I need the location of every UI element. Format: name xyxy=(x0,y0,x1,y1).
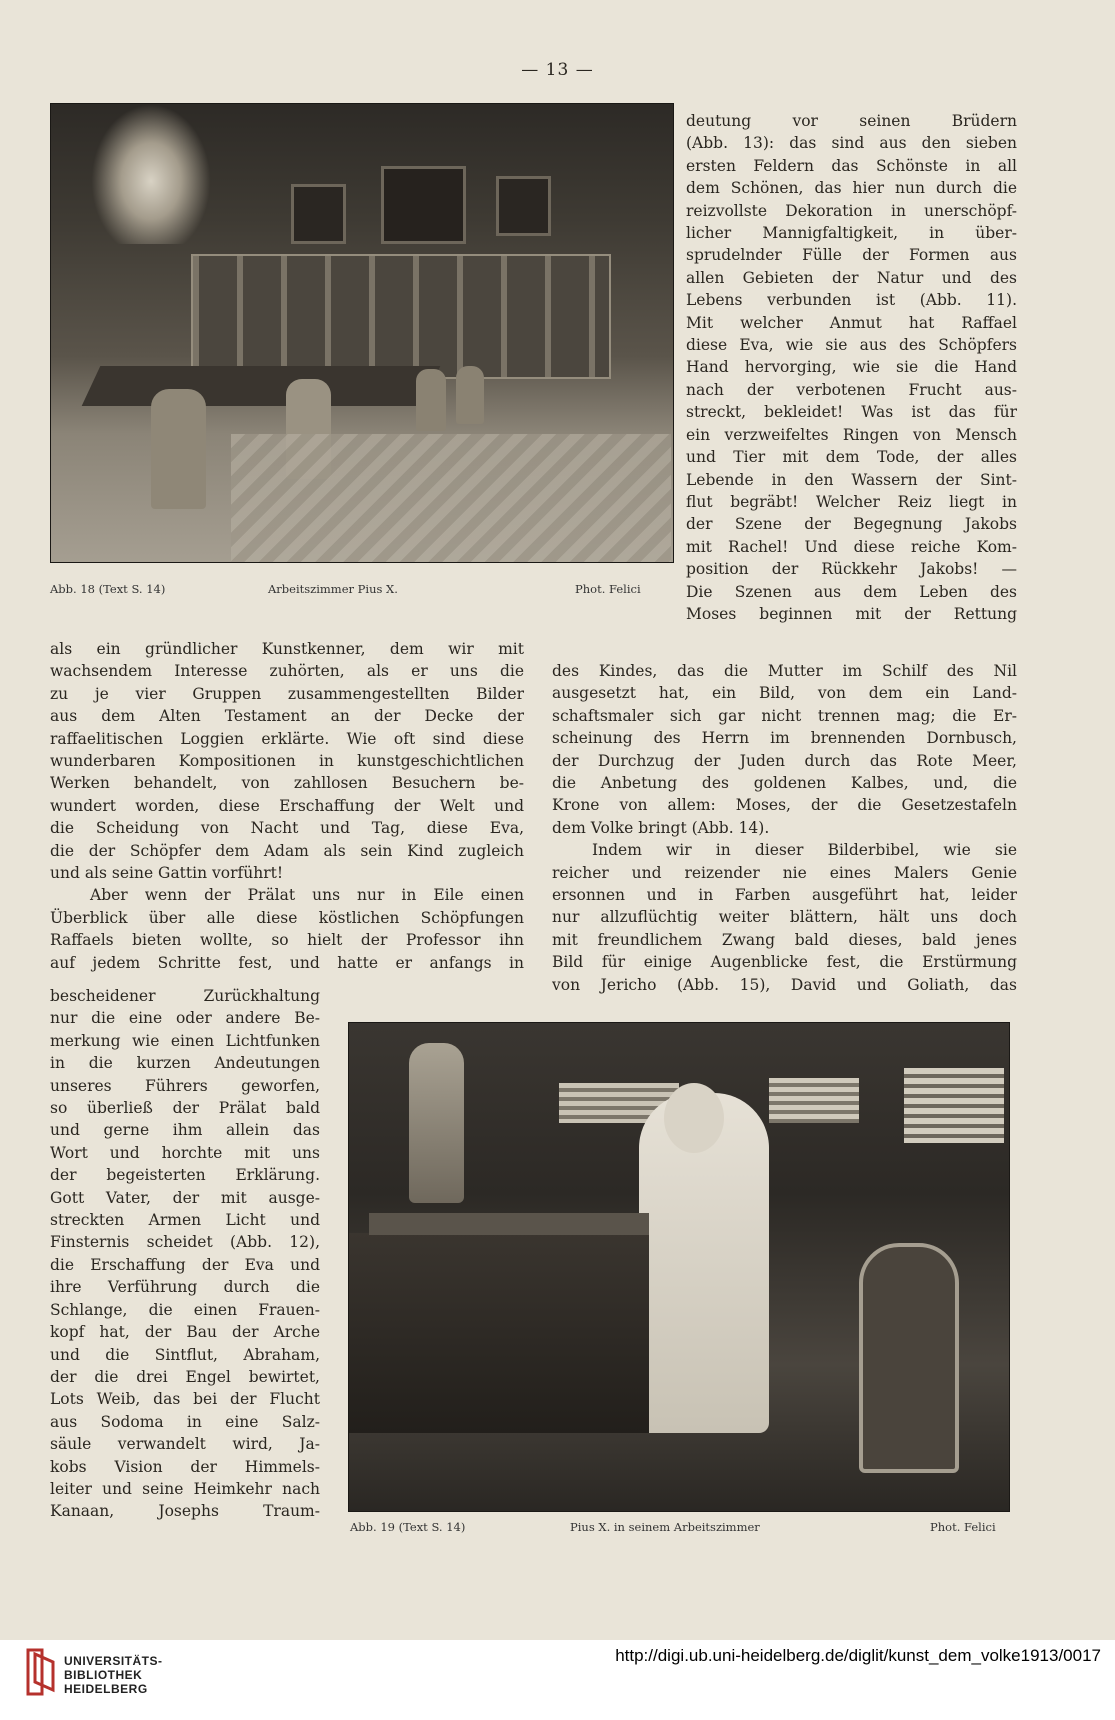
text-line: kobs Vision der Himmels- xyxy=(50,1457,320,1476)
text-line: die der Schöpfer dem Adam als sein Kind zugleich xyxy=(50,841,524,860)
text-line: dem Volke bringt (Abb. 14). xyxy=(552,818,770,837)
text-line: sprudelnder Fülle der Formen aus xyxy=(686,246,1017,265)
text-line: und die Sintflut, Abraham, xyxy=(50,1345,320,1364)
text-line: Indem wir in dieser Bilderbibel, wie sie xyxy=(592,841,1017,860)
text-line: auf jedem Schritte fest, und hatte er anfangs in xyxy=(50,953,524,972)
text-line: Schlange, die einen Frauen- xyxy=(50,1300,320,1319)
text-line: säule verwandelt wird, Ja- xyxy=(50,1435,320,1454)
text-line: der die drei Engel bewirtet, xyxy=(50,1367,320,1386)
source-url-link[interactable]: http://digi.ub.uni-heidelberg.de/diglit/kunst_dem_volke1913/0017 xyxy=(615,1646,1101,1665)
text-line: ersten Feldern das Schönste in all xyxy=(686,156,1017,175)
text-column-left xyxy=(50,638,524,974)
text-line: streckt, bekleidet! Was ist das für xyxy=(686,403,1017,422)
text-line: reizvollste Dekoration in unerschöpf- xyxy=(686,201,1017,220)
text-column-narrow xyxy=(50,985,320,1523)
figure-19-credit: Phot. Felici xyxy=(930,1520,996,1534)
text-line: bescheidener Zurückhaltung xyxy=(50,987,320,1005)
photo-pius-at-desk xyxy=(348,1022,1010,1512)
text-line: Kanaan, Josephs Traum- xyxy=(50,1502,320,1521)
library-logo-icon xyxy=(26,1648,56,1696)
text-line: mit freundlichem Zwang bald dieses, bald jenes xyxy=(552,930,1017,949)
text-line: Moses beginnen mit der Rettung xyxy=(686,604,1017,623)
figure-18-number: Abb. 18 (Text S. 14) xyxy=(50,582,166,596)
library-line-3: HEIDELBERG xyxy=(64,1682,148,1696)
text-line: Die Szenen aus dem Leben des xyxy=(686,582,1017,601)
text-line: Finsternis scheidet (Abb. 12), xyxy=(50,1233,320,1252)
text-line: raffaelitischen Loggien erklärte. Wie oft sind diese xyxy=(50,729,524,748)
text-line: so überließ der Prälat bald xyxy=(50,1099,320,1118)
text-column-right xyxy=(552,660,1017,996)
text-line: Raffaels bieten wollte, so hielt der Professor ihn xyxy=(50,931,524,950)
text-line: streckten Armen Licht und xyxy=(50,1211,320,1230)
text-line: deutung vor seinen Brüdern xyxy=(686,112,1017,130)
text-line: und gerne ihm allein das xyxy=(50,1121,320,1140)
page-number: — 13 — xyxy=(521,60,594,80)
text-line: Lots Weib, das bei der Flucht xyxy=(50,1390,320,1409)
text-line: schaftsmaler sich gar nicht trennen mag; die Er- xyxy=(552,706,1017,725)
text-line: als ein gründlicher Kunstkenner, dem wir mit xyxy=(50,640,524,658)
text-line: aus Sodoma in eine Salz- xyxy=(50,1412,320,1431)
text-line: Lebende in den Wassern der Sint- xyxy=(686,470,1017,489)
library-name xyxy=(64,1654,163,1696)
text-line: ersonnen und in Farben ausgeführt hat, leider xyxy=(552,886,1017,905)
text-line: nur allzuflüchtig weiter blättern, hält uns doch xyxy=(552,908,1017,927)
text-line: Wort und horchte mit uns xyxy=(50,1143,320,1162)
text-line: mit Rachel! Und diese reiche Kom- xyxy=(686,537,1017,556)
text-line: wundert worden, diese Erschaffung der Welt und xyxy=(50,796,524,815)
text-line: Überblick über alle diese köstlichen Schöpfungen xyxy=(50,908,524,927)
text-line: unseres Führers geworfen, xyxy=(50,1076,320,1095)
figure-19-number: Abb. 19 (Text S. 14) xyxy=(350,1520,466,1534)
text-line: diese Eva, wie sie aus des Schöpfers xyxy=(686,336,1017,355)
text-line: reicher und reizender nie eines Malers Genie xyxy=(552,863,1017,882)
text-line: ihre Verführung durch die xyxy=(50,1278,320,1297)
text-column-top-right xyxy=(686,110,1017,625)
text-line: Hand hervorging, wie sie die Hand xyxy=(686,358,1017,377)
text-line: wunderbaren Kompositionen in kunstgeschichtlichen xyxy=(50,752,524,771)
text-line: und als seine Gattin vorführt! xyxy=(50,864,284,883)
text-line: nach der verbotenen Frucht aus- xyxy=(686,380,1017,399)
text-line: die Scheidung von Nacht und Tag, diese Eva, xyxy=(50,819,524,838)
text-line: von Jericho (Abb. 15), David und Goliath, das xyxy=(552,975,1017,994)
text-line: scheinung des Herrn im brennenden Dornbusch, xyxy=(552,729,1017,748)
text-line: (Abb. 13): das sind aus den sieben xyxy=(686,134,1017,153)
figure-18-credit: Phot. Felici xyxy=(575,582,641,596)
text-line: der Szene der Begegnung Jakobs xyxy=(686,515,1017,534)
library-line-2: BIBLIOTHEK xyxy=(64,1668,143,1682)
figure-19-title: Pius X. in seinem Arbeitszimmer xyxy=(570,1520,760,1534)
text-line: die Anbetung des goldenen Kalbes, und, die xyxy=(552,774,1017,793)
text-line: Aber wenn der Prälat uns nur in Eile einen xyxy=(90,886,524,905)
text-line: zu je vier Gruppen zusammengestellten Bilder xyxy=(50,684,524,703)
text-line: kopf hat, der Bau der Arche xyxy=(50,1323,320,1342)
text-line: des Kindes, das die Mutter im Schilf des Nil xyxy=(552,662,1017,680)
text-line: Lebens verbunden ist (Abb. 11). xyxy=(686,291,1017,310)
text-line: in die kurzen Andeutungen xyxy=(50,1054,320,1073)
text-line: leiter und seine Heimkehr nach xyxy=(50,1479,320,1498)
text-line: flut begräbt! Welcher Reiz liegt in xyxy=(686,492,1017,511)
text-line: position der Rückkehr Jakobs! — xyxy=(686,560,1017,579)
text-line: und Tier mit dem Tode, der alles xyxy=(686,448,1017,467)
text-line: ein verzweifeltes Ringen von Mensch xyxy=(686,425,1017,444)
text-line: Gott Vater, der mit ausge- xyxy=(50,1188,320,1207)
text-line: wachsendem Interesse zuhörten, als er uns die xyxy=(50,662,524,681)
text-line: der begeisterten Erklärung. xyxy=(50,1166,320,1185)
text-line: der Durchzug der Juden durch das Rote Meer, xyxy=(552,751,1017,770)
text-line: allen Gebieten der Natur und des xyxy=(686,268,1017,287)
text-line: Krone von allem: Moses, der die Gesetzestafeln xyxy=(552,796,1017,815)
text-line: merkung wie einen Lichtfunken xyxy=(50,1031,320,1050)
library-line-1: UNIVERSITÄTS- xyxy=(64,1654,163,1668)
text-line: die Erschaffung der Eva und xyxy=(50,1255,320,1274)
text-line: Werken behandelt, von zahllosen Besuchern be- xyxy=(50,774,524,793)
text-line: aus dem Alten Testament an der Decke der xyxy=(50,707,524,726)
text-line: ausgesetzt hat, ein Bild, von dem ein Land- xyxy=(552,684,1017,703)
photo-arbeitszimmer xyxy=(50,103,674,563)
text-line: nur die eine oder andere Be- xyxy=(50,1009,320,1028)
text-line: Bild für einige Augenblicke fest, die Erstürmung xyxy=(552,953,1017,972)
text-line: Mit welcher Anmut hat Raffael xyxy=(686,313,1017,332)
text-line: dem Schönen, das hier nun durch die xyxy=(686,179,1017,198)
text-line: licher Mannigfaltigkeit, in über- xyxy=(686,224,1017,243)
figure-18-title: Arbeitszimmer Pius X. xyxy=(268,582,398,596)
